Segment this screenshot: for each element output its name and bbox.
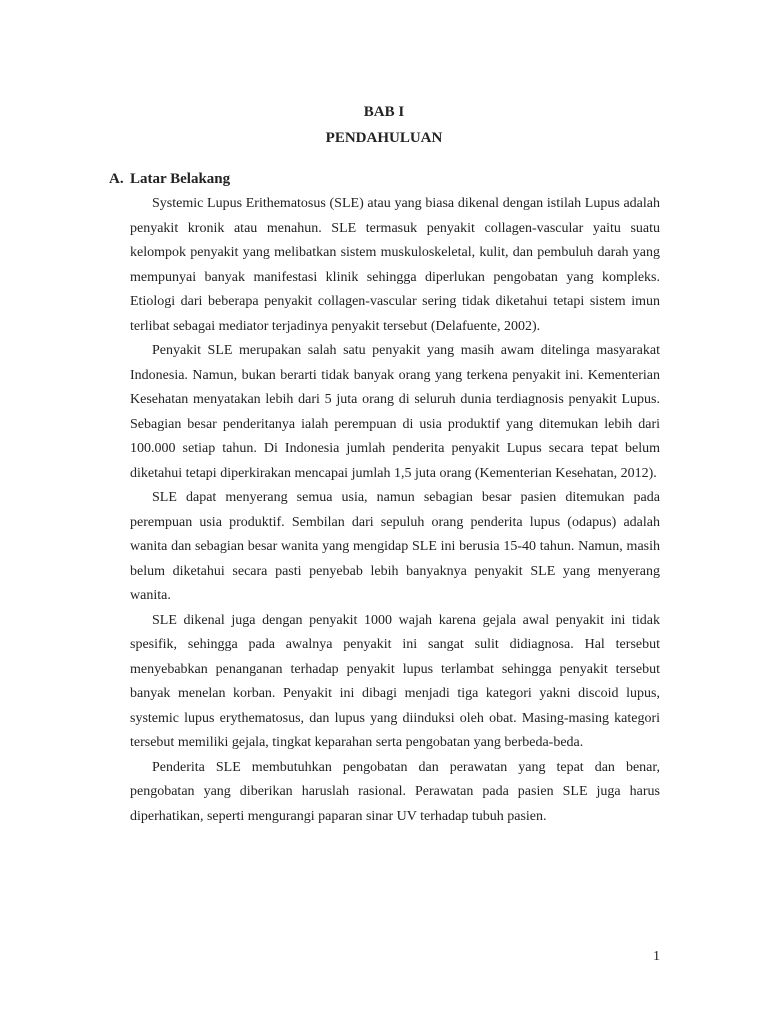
section-letter: A. (109, 171, 124, 187)
chapter-heading: BAB I (363, 104, 405, 120)
section-title: Latar Belakang (130, 171, 231, 187)
body-text (130, 192, 660, 829)
paragraph-5: Penderita SLE membutuhkan pengobatan dan perawatan yang tepat dan benar, pengobatan yang diberikan haruslah rasional. Perawatan pada pasien SLE juga harus diperhatikan, seperti mengurangi paparan sinar UV terhadap tubuh pasien. (130, 759, 660, 824)
paragraph-3: SLE dapat menyerang semua usia, namun sebagian besar pasien ditemukan pada perempuan usia produktif. Sembilan dari sepuluh orang penderita lupus (odapus) adalah wanita dan sebagian besar wanita yang mengidap SLE ini berusia 15-40 tahun. Namun, masih belum diketahui secara pasti penyebab lebih banyaknya penyakit SLE yang menyerang wanita. (130, 490, 660, 603)
paragraph-1: Systemic Lupus Erithematosus (SLE) atau yang biasa dikenal dengan istilah Lupus adalah penyakit kronik atau menahun. SLE termasuk penyakit collagen-vascular yaitu suatu kelompok penyakit yang melibatkan sistem muskuloskeletal, kulit, dan pembuluh darah yang mempunyai banyak manifestasi klinik sehingga diperlukan pengobatan yang kompleks. Etiologi dari beberapa penyakit collagen-vascular sering tidak diketahui tetapi sistem imun terlibat sebagai mediator terjadinya penyakit tersebut (Delafuente, 2002). (130, 196, 660, 334)
section-heading (109, 170, 230, 188)
chapter-title: PENDAHULUAN (325, 130, 443, 146)
paragraph-2: Penyakit SLE merupakan salah satu penyakit yang masih awam ditelinga masyarakat Indonesia. Namun, bukan berarti tidak banyak orang yang terkena penyakit ini. Kementerian Kesehatan menyatakan lebih dari 5 juta orang di seluruh dunia terdiagnosis penyakit Lupus. Sebagian besar penderitanya ialah perempuan di usia produktif yang ditemukan lebih dari 100.000 setiap tahun. Di Indonesia jumlah penderita penyakit Lupus secara tepat belum diketahui tetapi diperkirakan mencapai jumlah 1,5 juta orang (Kementerian Kesehatan, 2012). (130, 343, 660, 481)
page-number: 1 (653, 949, 660, 964)
paragraph-4: SLE dikenal juga dengan penyakit 1000 wajah karena gejala awal penyakit ini tidak spesifik, sehingga pada awalnya penyakit ini sangat sulit didiagnosa. Hal tersebut menyebabkan penanganan terhadap penyakit lupus terlambat sehingga penyakit tersebut banyak menelan korban. Penyakit ini dibagi menjadi tiga kategori yakni discoid lupus, systemic lupus erythematosus, dan lupus yang diinduksi oleh obat. Masing-masing kategori tersebut memiliki gejala, tingkat keparahan serta pengobatan yang berbeda-beda. (130, 612, 660, 750)
